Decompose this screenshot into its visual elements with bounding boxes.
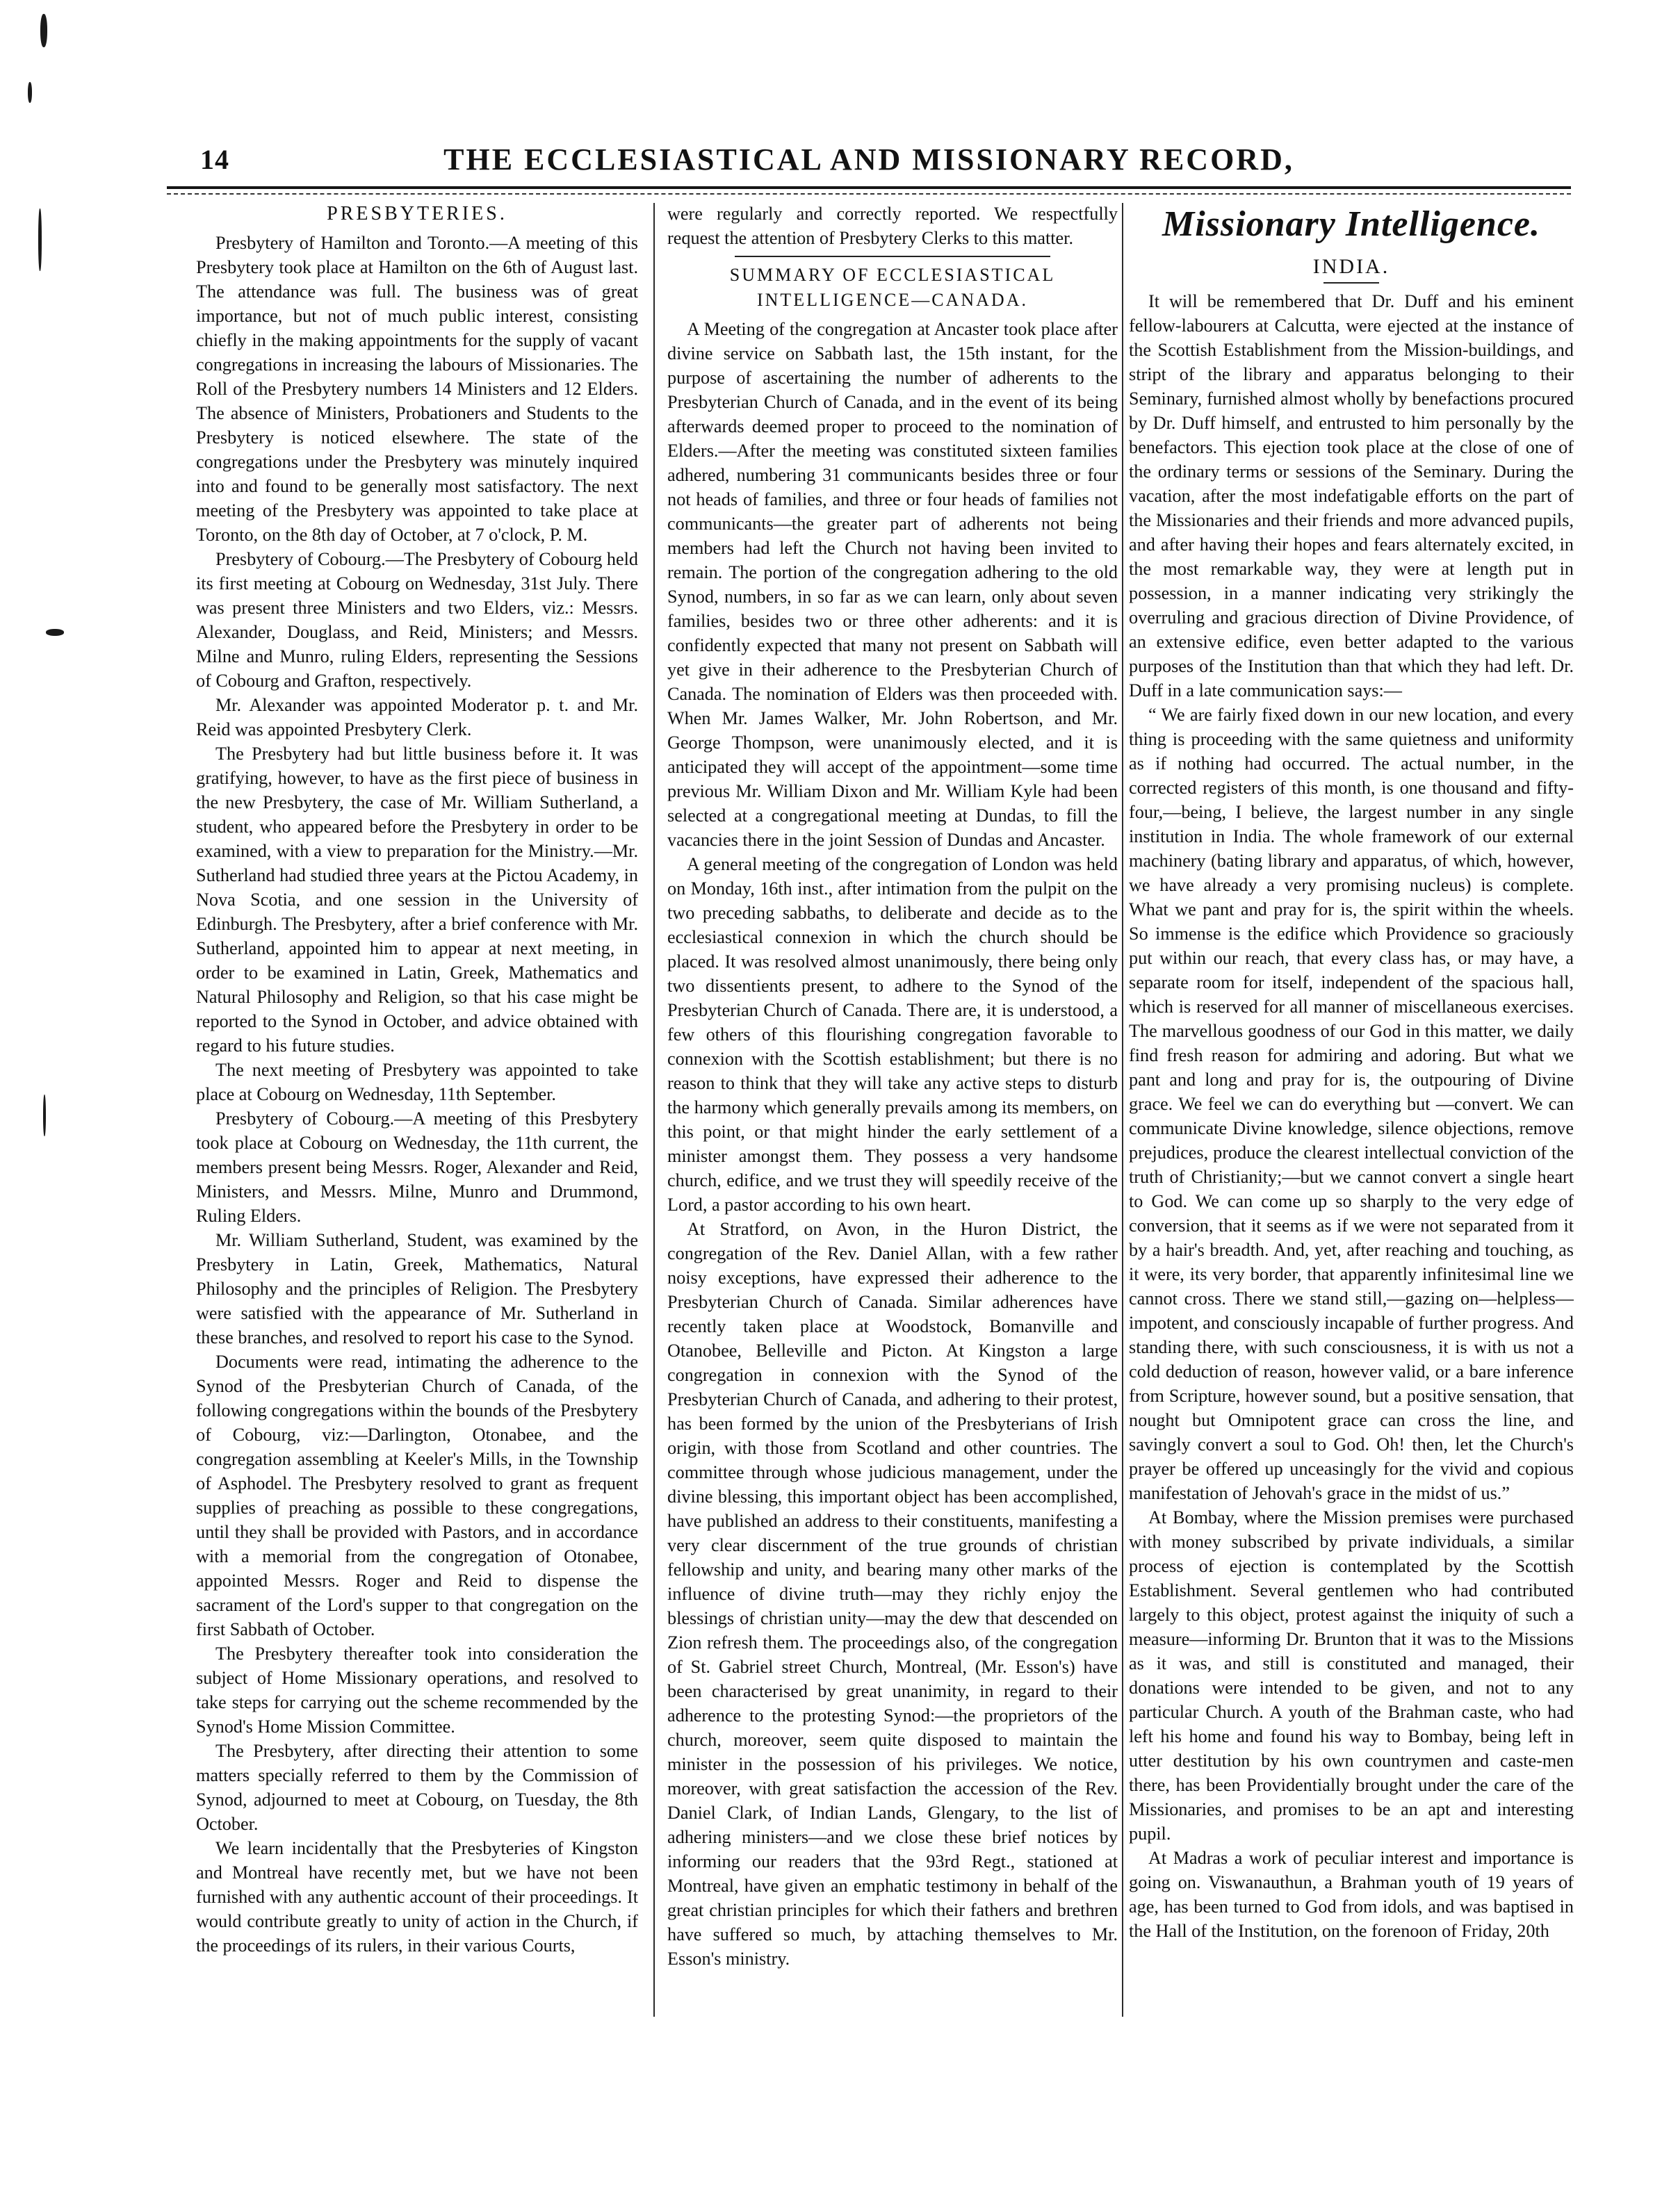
article-paragraph: Presbytery of Cobourg.—The Presbytery of Cobourg held its first meeting at Cobourg on Wednesday, 31st July. There was present three Ministers and two Elders, viz.: Messrs. Alexander, Douglass, and Reid, Ministers; and Messrs. Milne and Munro, ruling Elders, representing the Sessions of Cobourg and Grafton, respectively. [196,549,638,691]
scan-mark [43,1095,46,1136]
article-paragraph: Mr. William Sutherland, Student, was examined by the Presbytery in Latin, Greek, Mathematics, Natural Philosophy and the principles of Religion. The Presbytery were satisfied with the appearance of Mr. Sutherland in these branches, and resolved to report his case to the Synod. [196,1230,638,1347]
section-rule [735,256,1050,257]
subheading-rule [1323,282,1379,284]
scan-mark [46,629,64,636]
continued-paragraph: were regularly and correctly reported. We respectfully request the attention of Presbytery Clerks to this matter. [667,204,1118,248]
header-rule [167,186,1571,189]
section-heading-missionary: Missionary Intelligence. [1162,204,1541,244]
article-paragraph: At Bombay, where the Mission premises were purchased with money subscribed by private individuals, a similar process of ejection is contemplated by the Scottish Establishment. Several gentlemen who had contributed largely to this object, protest against the iniquity of such a measure—informing Dr. Brunton that it was to the Missions as it was, and still is constituted and managed, their donations were intended to be given, and not to any particular Church. A youth of the Brahman caste, who had left his home and found his way to Bombay, being left in utter destitution by his own countrymen and caste-men there, has been Providentially brought under the care of the Missionaries, and promises to be an apt and interesting pupil. [1129,1507,1574,1844]
page-number: 14 [200,144,229,175]
article-paragraph: The Presbytery thereafter took into consideration the subject of Home Missionary operations, and resolved to take steps for carrying out the scheme recommended by the Synod's Home Mission Committee. [196,1644,638,1737]
article-paragraph: Presbytery of Cobourg.—A meeting of this Presbytery took place at Cobourg on Wednesday, the 11th current, the members present being Messrs. Roger, Alexander and Reid, Ministers, and Messrs. Milne, Munro and Drummond, Ruling Elders. [196,1108,638,1226]
article-paragraph: The Presbytery had but little business before it. It was gratifying, however, to have as the first piece of business in the new Presbytery, the case of Mr. William Sutherland, a student, who appeared before the Presbytery in order to be examined, with a view to preparation for the Ministry.—Mr. Sutherland had studied three years at the Pictou Academy, in Nova Scotia, and one session in the University of Edinburgh. The Presbytery, after a brief conference with Mr. Sutherland, appointed him to appear at next meeting, in order to be examined in Latin, Greek, Mathematics and Natural Philosophy and Religion, so that his case might be reported to the Synod in October, and advice obtained with regard to his future studies. [196,744,638,1056]
article-paragraph: At Madras a work of peculiar interest and importance is going on. Viswanauthun, a Brahman youth of 19 years of age, has been turned to God from idols, and was baptised in the Hall of the Institution, on the forenoon of Friday, 20th [1129,1848,1574,1941]
article-paragraph: The next meeting of Presbytery was appointed to take place at Cobourg on Wednesday, 11th September. [196,1060,638,1104]
page-header [167,139,1571,181]
scan-mark [38,208,42,271]
column-presbyteries [196,202,638,2022]
column-divider [653,203,655,2017]
column-missionary-intelligence [1129,202,1574,2022]
quoted-letter: “ We are fairly fixed down in our new location, and every thing is proceeding with the same quietness and uniformity as if nothing had occurred. The actual number, in the corrected registers of this month, is one thousand and fifty-four,—being, I believe, the largest number in any single institution in India. The whole framework of our external machinery (bating library and apparatus, of which, however, we have already a very promising nucleus) is complete. What we pant and pray for is, the spirit within the wheels. So immense is the edifice which Providence so graciously put within our reach, that every class has, or may have, a separate room for itself, independent of the spacious hall, which is reserved for all manner of miscellaneous exercises. The marvellous goodness of our God in this matter, we daily find fresh reason for admiring and adoring. But what we pant and long and pray for is, the outpouring of Divine grace. We feel we can do everything but —convert. We can communicate Divine knowledge, silence objections, remove prejudices, produce the clearest intellectual conviction of the truth of Christianity;—but we cannot convert a single heart to God. We can come up so sharply to the very edge of conversion, that it seems as if we were not separated from it by a hair's breadth. And, yet, after reaching and touching, as it were, its very border, that apparently infinitesimal line we cannot cross. There we stand still,—gazing on—helpless—impotent, and consciously incapable of further progress. And standing there, with such consciousness, it is with us not a cold deduction of reason, however valid, or a bare inference from Scripture, however sound, but a positive sensation, that nought but Omnipotent grace can cross the line, and savingly convert a soul to God. Oh! then, let the Church's prayer be offered up unceasingly for the vivid and copious manifestation of Jehovah's grace in the midst of us.” [1129,705,1574,1503]
article-paragraph: Documents were read, intimating the adherence to the Synod of the Presbyterian Church of Canada, of the following congregations within the bounds of the Presbytery of Cobourg, viz:—Darlington, Otonabee, and the congregation assembling at Keeler's Mills, in the Township of Asphodel. The Presbytery resolved to grant as frequent supplies of preaching as possible to these congregations, until they shall be provided with Pastors, and in accordance with a memorial from the congregation of Otonabee, appointed Messrs. Roger and Reid to dispense the sacrament of the Lord's supper to that congregation on the first Sabbath of October. [196,1352,638,1639]
running-title: THE ECCLESIASTICAL AND MISSIONARY RECORD, [443,142,1294,177]
article-paragraph: At Stratford, on Avon, in the Huron District, the congregation of the Rev. Daniel Allan, with a few rather noisy exceptions, have expressed their adherence to the Presbyterian Church of Canada. Similar adherences have recently taken place at Woodstock, Bomanville and Otanobee, Belleville and Picton. At Kingston a large congregation in connexion with the Synod of the Presbyterian Church of Canada, and adhering to their protest, has been formed by the union of the Presbyterians of Irish origin, with those from Scotland and other countries. The committee through whose judicious management, under the divine blessing, this important object has been accomplished, have published an address to their constituents, manifesting a very clear discernment of the true grounds of christian fellowship and unity, and bearing many other marks of the influence of divine truth—may they richly enjoy the blessings of christian unity—may the dew that descended on Zion refresh them. The proceedings also, of the congregation of St. Gabriel street Church, Montreal, (Mr. Esson's) have been characterised by great unanimity, in regard to their adherence to the protesting Synod:—the proprietors of the church, moreover, seem quite disposed to maintain the minister in the possession of his privileges. We notice, moreover, with great satisfaction the accession of the Rev. Daniel Clark, of Indian Lands, Glengary, to the list of adhering ministers—and we close these brief notices by informing our readers that the 93rd Regt., stationed at Montreal, have given an emphatic testimony in behalf of the great christian principles for which their fathers and brethren have suffered so much, by attaching themselves to Mr. Esson's ministry. [667,1219,1118,1969]
section-heading-presbyteries: PRESBYTERIES. [327,203,507,224]
article-paragraph: We learn incidentally that the Presbyteries of Kingston and Montreal have recently met, but we have not been furnished with any authentic account of their proceedings. It would contribute greatly to unity of action in the Church, if the proceedings of its rulers, in their various Courts, [196,1838,638,1956]
column-divider [1122,203,1123,2017]
scan-mark [40,14,47,47]
column-ecclesiastical-summary [667,202,1118,2022]
article-paragraph: A Meeting of the congregation at Ancaster took place after divine service on Sabbath last, the 15th instant, for the purpose of ascertaining the number of adherents to the Presbyterian Church of Canada, and in the event of its being afterwards deemed proper to proceed to the nomination of Elders.—After the meeting was constituted sixteen families adhered, numbering 31 communicants besides three or four not heads of families, and three or four heads of families not communicants—the greater part of adherents not being members had left the Church not having been invited to remain. The portion of the congregation adhering to the old Synod, numbers, in so far as we can learn, only about seven families, besides two or three other adherents: and it is confidently expected that many not present on Sabbath will yet give in their adherence to the Presbyterian Church of Canada. The nomination of Elders was then proceeded with. When Mr. James Walker, Mr. John Robertson, and Mr. George Thompson, were unanimously elected, and it is anticipated they will accept of the appointment—some time previous Mr. William Dixon and Mr. William Kyle had been selected at a congregational meeting at Dundas, to fill the vacancies there in the joint Session of Dundas and Ancaster. [667,319,1118,850]
article-paragraph: A general meeting of the congregation of London was held on Monday, 16th inst., after intimation from the pulpit on the two preceding sabbaths, to deliberate and decide as to the ecclesiastical connexion in which the church should be placed. It was resolved almost unanimously, there being only two dissentients present, to adhere to the Synod of the Presbyterian Church of Canada. There are, it is understood, a few others of this flourishing congregation favorable to connexion with the Scottish establishment; but there is no reason to think that they will take any active steps to disturb the harmony which generally prevails among its members, on this point, or that might hinder the early settlement of a minister amongst them. They possess a very handsome church, edifice, and we trust they will speedily receive of the Lord, a pastor according to his own heart. [667,854,1118,1215]
scan-mark [28,82,32,103]
subheading-india: INDIA. [1312,255,1390,278]
article-paragraph: It will be remembered that Dr. Duff and his eminent fellow-labourers at Calcutta, were ejected at the instance of the Scottish Establishment from the Mission-buildings, and stript of the library and apparatus belonging to their Seminary, furnished almost wholly by benefactions procured by Dr. Duff himself, and entrusted to him personally by the benefactors. This ejection took place at the close of one of the ordinary terms or sessions of the Seminary. During the vacation, after the most indefatigable efforts on the part of the Missionaries and their friends and more advanced pupils, and after having their hopes and fears alternately excited, in the most remarkable way, they were at length put in possession, in a manner indicating very strikingly the overruling and gracious direction of Divine Providence, of an extensive edifice, even better adapted to the various purposes of the Institution than that which they had left. Dr. Duff in a late communication says:— [1129,291,1574,701]
article-paragraph: Mr. Alexander was appointed Moderator p. t. and Mr. Reid was appointed Presbytery Clerk. [196,695,638,739]
section-heading-summary: SUMMARY OF ECCLESIASTICAL INTELLIGENCE—CANADA. [729,265,1056,310]
article-paragraph: The Presbytery, after directing their attention to some matters specially referred to them by the Commission of Synod, adjourned to meet at Cobourg, on Tuesday, the 8th October. [196,1741,638,1834]
article-paragraph: Presbytery of Hamilton and Toronto.—A meeting of this Presbytery took place at Hamilton on the 6th of August last. The attendance was full. The business was of great importance, but not of much public interest, consisting chiefly in the making appointments for the supply of vacant congregations in increasing the labours of Missionaries. The Roll of the Presbytery numbers 14 Ministers and 12 Elders. The absence of Ministers, Probationers and Students to the Presbytery is noticed elsewhere. The state of the congregations under the Presbytery was minutely inquired into and found to be generally most satisfactory. The next meeting of the Presbytery was appointed to take place at Toronto, on the 8th day of October, at 7 o'clock, P. M. [196,233,638,545]
header-rule-dashed [167,193,1571,195]
